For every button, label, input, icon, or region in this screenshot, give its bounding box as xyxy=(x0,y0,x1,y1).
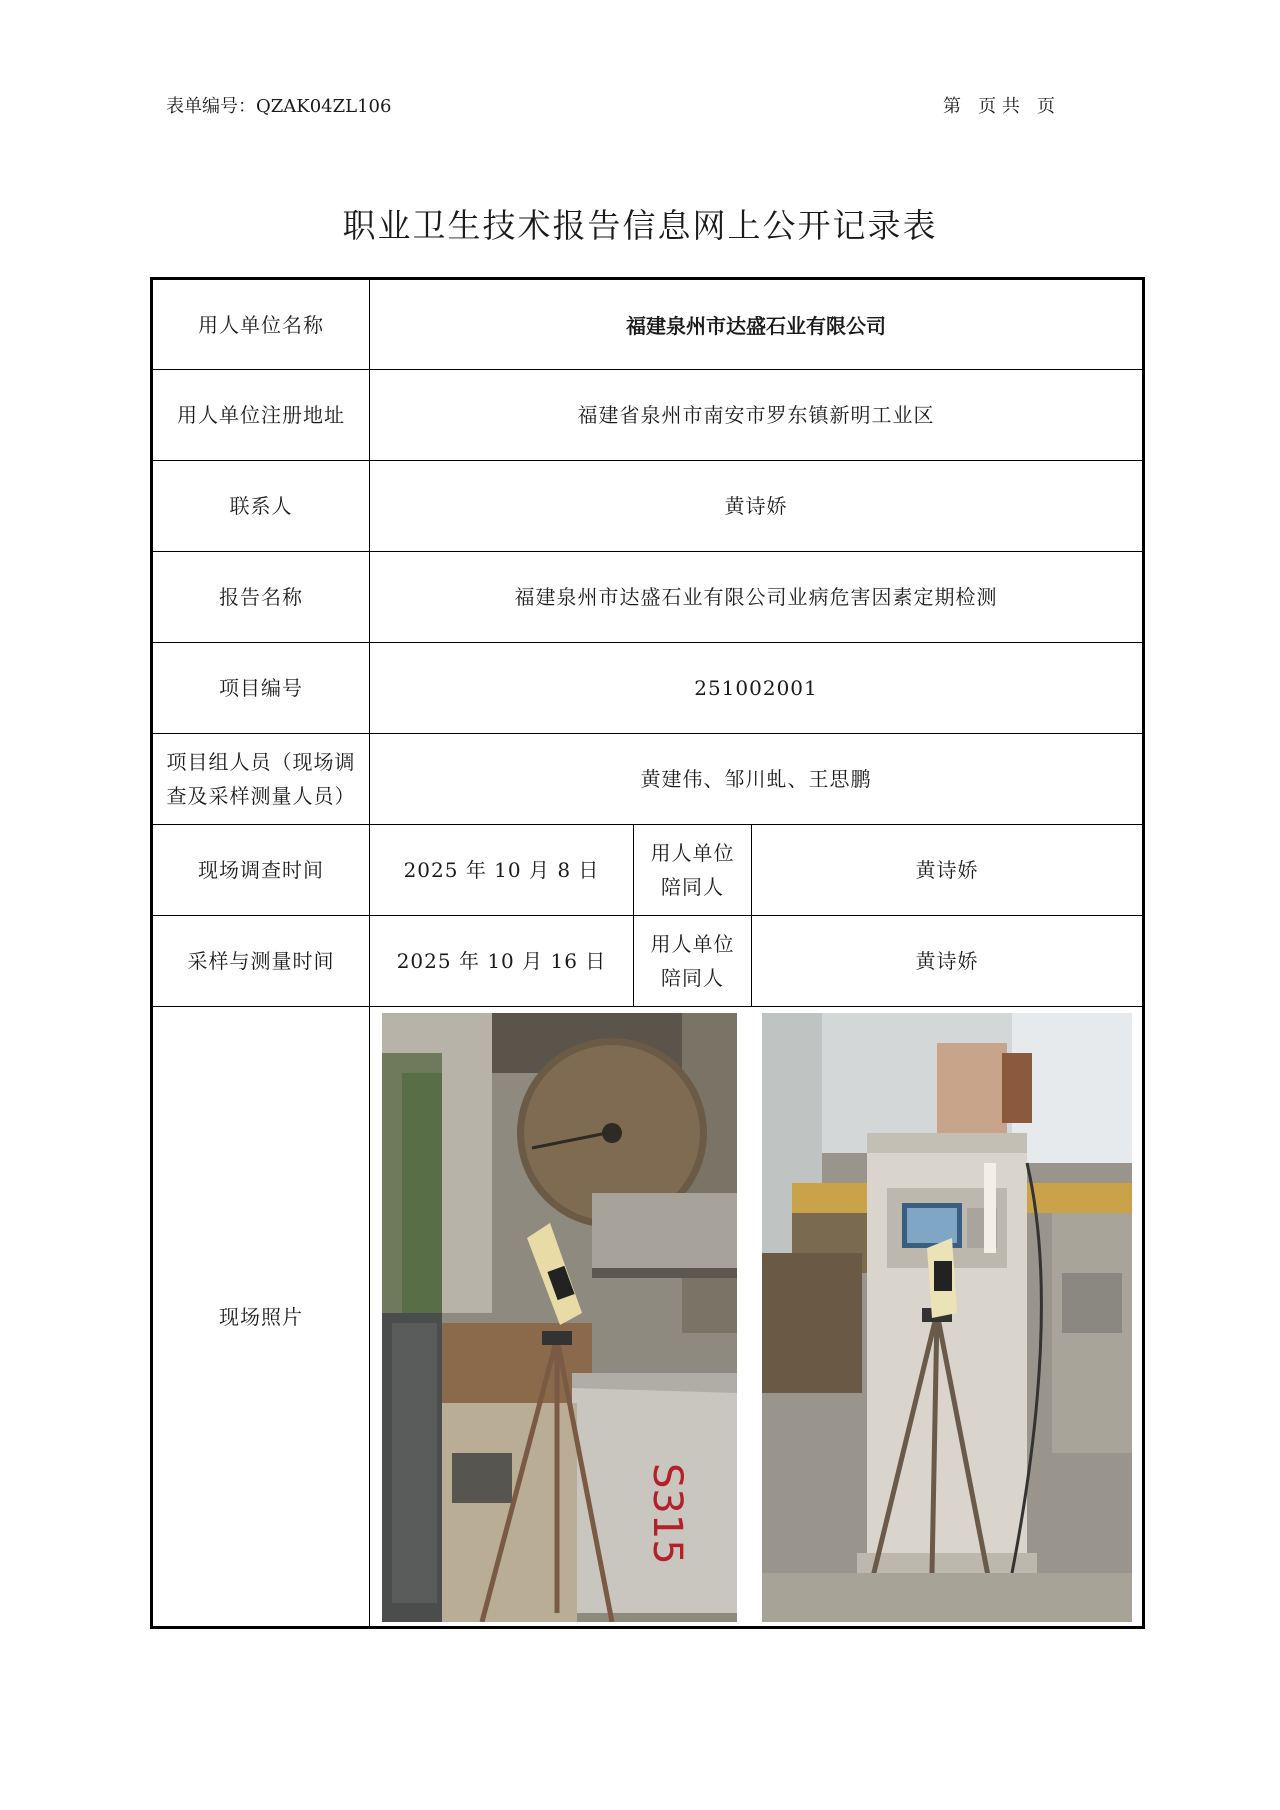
site-photo-stone-saw xyxy=(382,1013,737,1622)
row-team xyxy=(152,734,1144,825)
stone-saw-photo-drawing xyxy=(382,1013,737,1622)
row-photos xyxy=(152,1007,1144,1628)
team-label-line1: 项目组人员（现场调 xyxy=(166,750,356,774)
report-name-label: 报告名称 xyxy=(152,552,370,643)
row-survey xyxy=(152,825,1144,916)
team-label xyxy=(152,734,370,825)
row-employer-name xyxy=(152,279,1144,370)
survey-escort-label-line1: 用人单位 xyxy=(650,841,735,865)
sampling-escort-value: 黄诗娇 xyxy=(752,916,1144,1007)
employer-name-value: 福建泉州市达盛石业有限公司 xyxy=(370,279,1144,370)
row-employer-address xyxy=(152,370,1144,461)
sampling-escort-label-line1: 用人单位 xyxy=(650,932,735,956)
survey-escort-value: 黄诗娇 xyxy=(752,825,1144,916)
survey-time-value: 2025 年 10 月 8 日 xyxy=(370,825,634,916)
sampling-escort-label-line2: 陪同人 xyxy=(661,966,724,990)
report-name-value: 福建泉州市达盛石业有限公司业病危害因素定期检测 xyxy=(370,552,1144,643)
team-value: 黄建伟、邹川虬、王思鹏 xyxy=(370,734,1144,825)
row-contact xyxy=(152,461,1144,552)
team-label-line2: 查及采样测量人员） xyxy=(166,784,356,808)
row-sampling xyxy=(152,916,1144,1007)
photos-label: 现场照片 xyxy=(152,1007,370,1628)
record-table xyxy=(150,277,1145,1629)
stone-marking: S315 xyxy=(644,1463,690,1565)
photos-cell xyxy=(370,1007,1144,1628)
site-photo-control-cabinet xyxy=(762,1013,1132,1622)
survey-escort-label xyxy=(634,825,752,916)
document-title: 职业卫生技术报告信息网上公开记录表 xyxy=(342,206,938,245)
page-info: 第 页 共 页 xyxy=(943,96,1056,117)
project-no-label: 项目编号 xyxy=(152,643,370,734)
form-number: 表单编号：QZAK04ZL106 xyxy=(166,96,392,117)
sampling-time-label: 采样与测量时间 xyxy=(152,916,370,1007)
employer-address-value: 福建省泉州市南安市罗东镇新明工业区 xyxy=(370,370,1144,461)
sampling-time-value: 2025 年 10 月 16 日 xyxy=(370,916,634,1007)
sampling-escort-label xyxy=(634,916,752,1007)
contact-label: 联系人 xyxy=(152,461,370,552)
project-no-value: 251002001 xyxy=(370,643,1144,734)
survey-escort-label-line2: 陪同人 xyxy=(661,875,724,899)
control-cabinet-photo-drawing xyxy=(762,1013,1132,1622)
survey-time-label: 现场调查时间 xyxy=(152,825,370,916)
contact-value: 黄诗娇 xyxy=(370,461,1144,552)
employer-address-label: 用人单位注册地址 xyxy=(152,370,370,461)
employer-name-label: 用人单位名称 xyxy=(152,279,370,370)
row-report-name xyxy=(152,552,1144,643)
row-project-no xyxy=(152,643,1144,734)
